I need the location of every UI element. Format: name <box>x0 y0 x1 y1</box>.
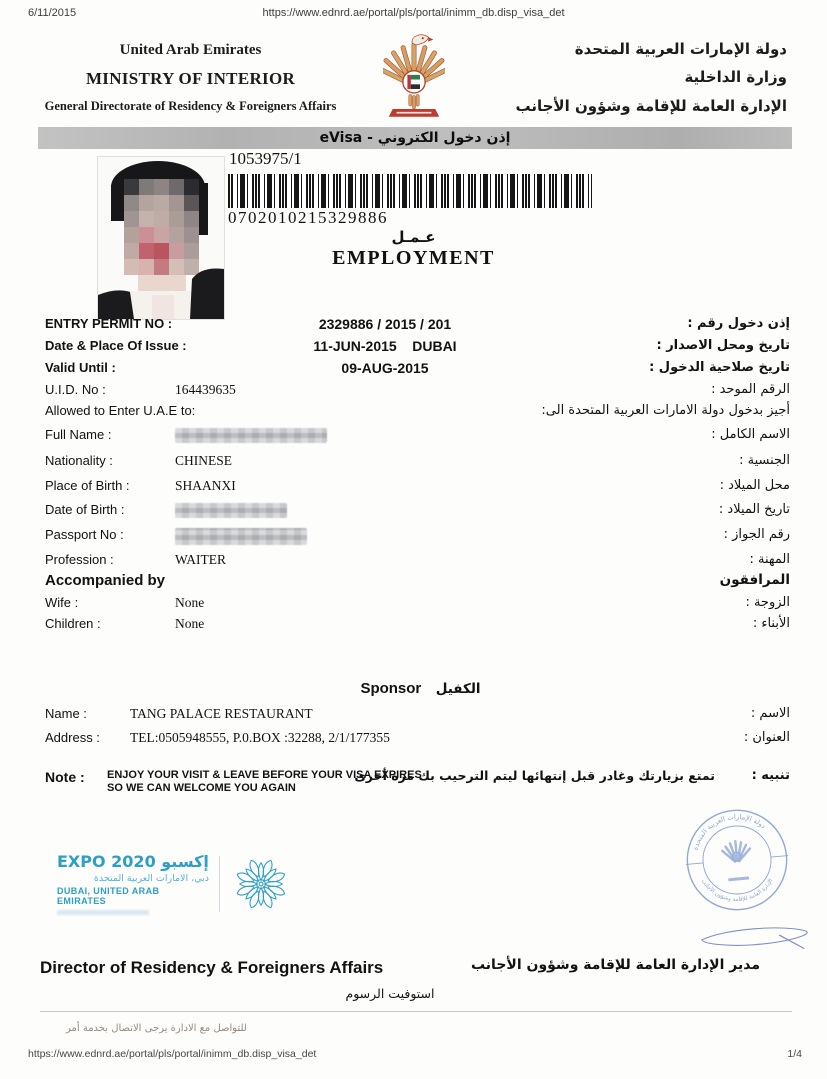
field-label-en: Valid Until : <box>45 360 116 375</box>
expo-line3: DUBAI, UNITED ARAB EMIRATES <box>57 886 160 906</box>
field-row-sponsor-address <box>45 730 790 754</box>
ministry-round-stamp-icon <box>678 801 795 918</box>
field-value: None <box>175 616 205 631</box>
field-label-en: Children : <box>45 616 101 631</box>
field-label-en: Wife : <box>45 595 79 610</box>
header-country-ar: دولة الإمارات العربية المتحدة <box>574 40 787 58</box>
evisa-title-bar: eVisa - إذن دخول الكتروني <box>38 127 792 149</box>
field-row-nationality <box>45 453 790 478</box>
field-row-place-of-birth <box>45 478 790 502</box>
field-label-ar: إذن دخول رقم : <box>687 316 790 331</box>
accompanied-by-heading-en: Accompanied by <box>45 572 166 589</box>
field-row-children <box>45 616 790 637</box>
field-label-ar: تاريخ الميلاد : <box>718 502 790 517</box>
field-label-ar: الرقم الموحد : <box>711 382 790 397</box>
field-label-en: Name : <box>45 706 87 721</box>
redacted-value <box>175 503 287 518</box>
expo-rosette-icon <box>234 857 288 911</box>
expo-tagline-faint <box>57 910 149 915</box>
visa-type-en: EMPLOYMENT <box>332 247 495 269</box>
file-number: 1053975/1 <box>229 149 302 168</box>
visa-type-ar: عـمـل <box>391 228 436 246</box>
field-row-wife <box>45 595 790 616</box>
field-value: 11-JUN-2015 DUBAI <box>313 338 457 354</box>
field-value: TANG PALACE RESTAURANT <box>130 706 313 721</box>
field-value: 164439635 <box>175 382 236 397</box>
field-row-profession <box>45 552 790 572</box>
field-label-ar: المهنة : <box>749 552 790 567</box>
director-title-en: Director of Residency & Foreigners Affairs <box>40 958 384 977</box>
expo-line2: دبي، الامارات العربية المتحدة <box>93 873 209 884</box>
field-label-ar: الجنسية : <box>739 453 790 468</box>
note-label-en: Note : <box>45 769 85 785</box>
note-section <box>45 767 790 809</box>
stamp-ring-text-top: دولة الإمارات العربية المتحدة <box>691 813 768 852</box>
expo-2020-logo <box>57 852 288 915</box>
expo-logo-text <box>57 852 209 915</box>
field-label-ar: تاريخ صلاحية الدخول : <box>649 360 790 375</box>
expo-line1: EXPO 2020 إكسبو <box>57 852 209 871</box>
field-label-en: Place of Birth : <box>45 478 130 493</box>
field-row-passport-no <box>45 527 790 552</box>
sponsor-section <box>45 680 790 754</box>
uae-falcon-emblem-icon <box>383 30 445 122</box>
field-label-en: Nationality : <box>45 453 113 468</box>
field-label-ar: الاسم : <box>750 706 790 721</box>
field-label-ar: رقم الجواز : <box>723 527 790 542</box>
field-label-en: ENTRY PERMIT NO : <box>45 316 173 331</box>
field-label-ar: تاريخ ومحل الاصدار : <box>656 338 790 353</box>
sponsor-heading-en: Sponsor <box>360 680 422 697</box>
director-title-ar: مدير الإدارة العامة للإقامة وشؤون الأجانب <box>470 957 760 973</box>
header-country-en: United Arab Emirates <box>119 42 262 58</box>
field-value: WAITER <box>175 552 226 567</box>
permit-fields <box>45 316 790 637</box>
signature-scribble-icon <box>698 922 814 954</box>
field-label-en: Address : <box>45 730 100 745</box>
svg-text:دولة الإمارات العربية المتحدة <box>688 810 769 852</box>
sponsor-heading-ar: الكفيل <box>435 681 481 697</box>
redacted-value <box>175 528 307 545</box>
note-text-en: ENJOY YOUR VISIT & LEAVE BEFORE YOUR VISA EXPIRES SO WE CAN WELCOME YOU AGAIN <box>107 769 422 794</box>
field-row-full-name <box>45 427 790 453</box>
field-row-sponsor-name <box>45 706 790 730</box>
field-value: SHAANXI <box>175 478 236 493</box>
header-ministry-en: MINISTRY OF INTERIOR <box>85 69 296 88</box>
field-value: 2329886 / 2015 / 201 <box>318 316 452 332</box>
field-value: CHINESE <box>175 453 232 468</box>
sponsor-heading <box>45 680 790 706</box>
footer-page-number: 1/4 <box>787 1048 802 1060</box>
header-directorate-ar: الإدارة العامة للإقامة وشؤون الأجانب <box>515 97 787 115</box>
field-label-en: Profession : <box>45 552 114 567</box>
field-value: TEL:0505948555, P.0.BOX :32288, 2/1/177355 <box>130 730 390 745</box>
accompanied-by-heading-row <box>45 572 790 595</box>
field-label-en: Passport No : <box>45 527 124 542</box>
footer-divider <box>40 1011 792 1012</box>
field-label-ar: العنوان : <box>743 730 790 745</box>
note-label-ar: تنبيه : <box>751 768 790 783</box>
accompanied-by-heading-ar: المرافقون <box>719 572 790 588</box>
field-row-date-of-birth <box>45 502 790 527</box>
barcode-number: 0702010215329886 <box>228 208 388 227</box>
fees-collected-ar: استوفيت الرسوم <box>345 986 435 1001</box>
field-row-valid-until <box>45 360 790 382</box>
redacted-value <box>175 428 327 443</box>
footer-url: https://www.ednrd.ae/portal/pls/portal/inimm_db.disp_visa_det <box>28 1048 317 1060</box>
field-row-entry-permit-no <box>45 316 790 338</box>
print-url: https://www.ednrd.ae/portal/pls/portal/inimm_db.disp_visa_det <box>262 7 565 19</box>
contact-note-ar: للتواصل مع الادارة يرجى الاتصال بخدمة أمر <box>66 1023 247 1034</box>
field-label-en: Date & Place Of Issue : <box>45 338 187 353</box>
header-directorate-en: General Directorate of Residency & Foreigners Affairs <box>44 99 337 113</box>
field-label-ar: أجيز بدخول دولة الامارات العربية المتحدة الى: <box>541 403 790 418</box>
expo-divider <box>219 856 220 912</box>
field-value: None <box>175 595 205 610</box>
field-row-allowed-to-enter <box>45 403 790 427</box>
field-value: 09-AUG-2015 <box>341 360 429 376</box>
field-label-en: Allowed to Enter U.A.E to: <box>45 403 196 418</box>
field-label-en: Date of Birth : <box>45 502 125 517</box>
field-label-ar: الزوجة : <box>745 595 790 610</box>
field-label-ar: الأبناء : <box>752 616 790 631</box>
note-text-ar: تمتع بزيارتك وغادر قبل إنتهائها ليتم الترحيب بك مرة أخرى <box>354 768 715 783</box>
header-ministry-ar: وزارة الداخلية <box>684 68 787 86</box>
field-row-date-place-issue <box>45 338 790 360</box>
barcode <box>228 174 592 208</box>
field-label-ar: الاسم الكامل : <box>711 427 790 442</box>
field-row-uid-no <box>45 382 790 403</box>
field-label-en: U.I.D. No : <box>45 382 106 397</box>
field-label-ar: محل الميلاد : <box>719 478 790 493</box>
field-label-en: Full Name : <box>45 427 112 442</box>
print-date: 6/11/2015 <box>28 7 77 19</box>
stamp-ring-text-bottom: الإدارة العامة للإقامة وشؤون الأجانب <box>699 878 775 903</box>
